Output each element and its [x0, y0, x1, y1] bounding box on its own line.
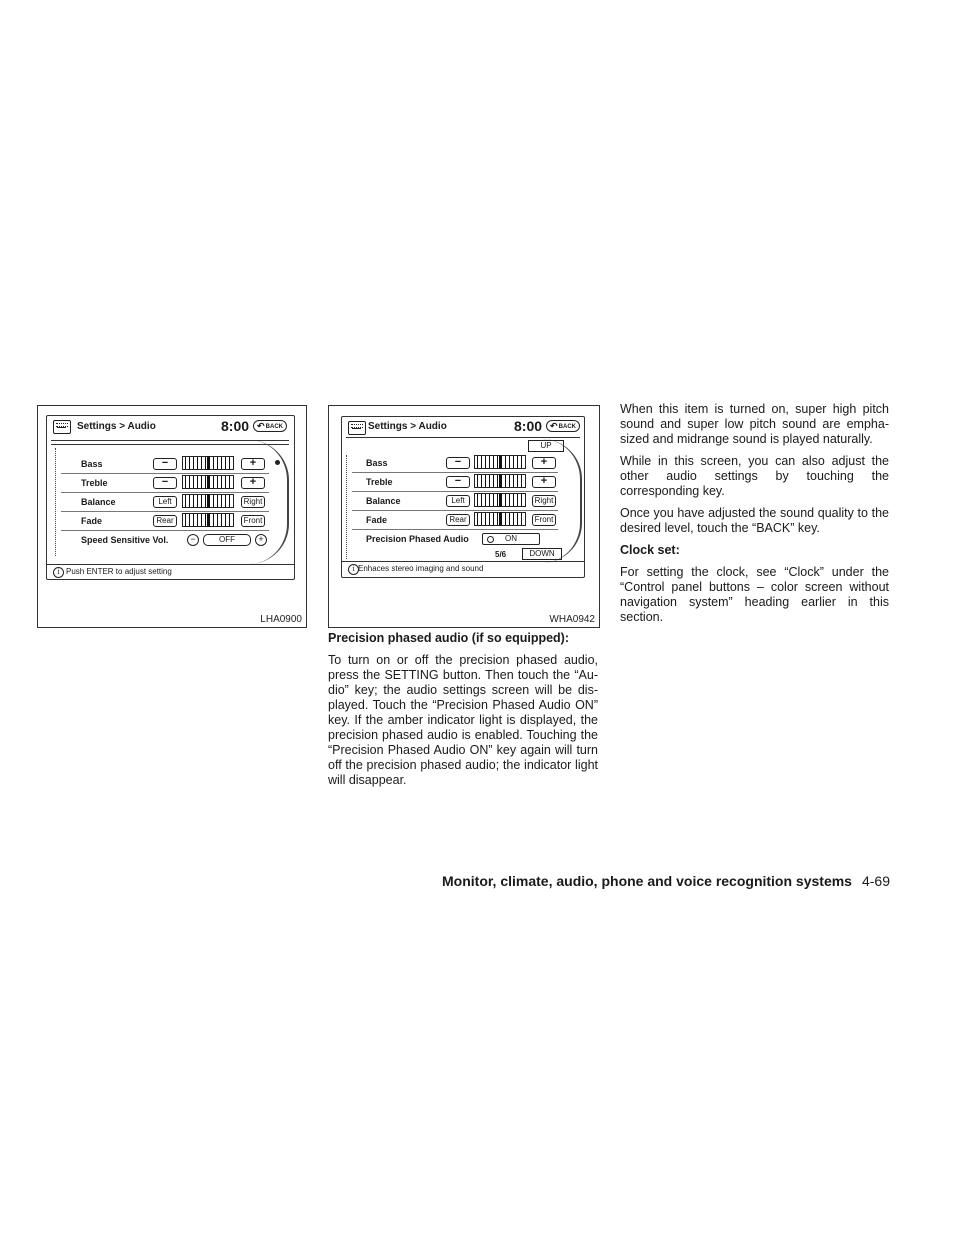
balance-label: Balance [81, 497, 116, 507]
amber-indicator-light [487, 536, 494, 543]
clock-display: 8:00 [221, 418, 250, 434]
fade-front-button[interactable]: Front [532, 514, 556, 526]
fade-row [352, 511, 558, 530]
clock-display: 8:00 [514, 418, 543, 434]
figure-code: WHA0942 [549, 614, 595, 625]
fade-level-meter[interactable] [474, 512, 526, 526]
balance-right-button[interactable]: Right [241, 496, 265, 508]
info-icon: i [53, 567, 64, 578]
figure-wha0942 [328, 405, 600, 628]
info-text: Push ENTER to adjust setting [66, 567, 172, 576]
fade-row [61, 512, 269, 531]
page-footer [442, 873, 890, 889]
breadcrumb: Settings > Audio [368, 421, 447, 432]
scroll-down-button[interactable]: DOWN [522, 548, 562, 560]
treble-plus-button[interactable]: + [532, 476, 556, 488]
bass-level-meter[interactable] [474, 455, 526, 469]
section-heading-clock-set: Clock set: [620, 543, 680, 557]
treble-row [61, 474, 269, 493]
screen-info-bar [47, 564, 294, 579]
balance-label: Balance [366, 496, 401, 506]
page-number: 4-69 [861, 873, 890, 889]
audio-settings-screen [46, 415, 295, 580]
treble-level-meter[interactable] [182, 475, 234, 489]
menu-icon[interactable] [348, 421, 366, 435]
scroll-track [55, 448, 60, 556]
treble-label: Treble [366, 477, 393, 487]
scroll-track [346, 455, 351, 559]
bass-label: Bass [81, 459, 103, 469]
treble-row [352, 473, 558, 492]
speed-vol-off-button[interactable]: OFF [203, 534, 251, 546]
fade-label: Fade [366, 515, 388, 525]
paragraph-clock-set: For setting the clock, see “Clock” under the “Control panel buttons – color screen without navigation system” heading earlier in this section. [620, 565, 889, 624]
audio-settings-screen [341, 416, 585, 578]
speed-vol-minus-button[interactable]: − [187, 534, 199, 546]
precision-phased-audio-row [352, 530, 558, 548]
bass-plus-button[interactable]: + [241, 458, 265, 470]
bass-minus-button[interactable]: − [153, 458, 177, 470]
fade-level-meter[interactable] [182, 513, 234, 527]
paragraph-other-settings: While in this screen, you can also adjust the other audio settings by touching the corresponding key. [620, 454, 889, 498]
figure-lha0900 [37, 405, 307, 628]
precision-phased-audio-on-label: ON [505, 534, 517, 543]
header-divider [346, 437, 580, 438]
info-icon: i [348, 564, 359, 575]
info-text: Enhaces stereo imaging and sound [358, 564, 484, 573]
speed-sensitive-vol-label: Speed Sensitive Vol. [81, 535, 169, 545]
treble-level-meter[interactable] [474, 474, 526, 488]
treble-minus-button[interactable]: − [446, 476, 470, 488]
bass-plus-button[interactable]: + [532, 457, 556, 469]
page-indicator: 5/6 [495, 550, 507, 559]
section-heading-precision-phased-audio: Precision phased audio (if so equipped): [328, 631, 569, 645]
scroll-up-button[interactable]: UP [528, 440, 564, 452]
screen-header [47, 416, 294, 440]
precision-phased-audio-on-button[interactable] [482, 533, 540, 545]
menu-icon[interactable] [53, 420, 71, 434]
bass-label: Bass [366, 458, 388, 468]
bass-level-meter[interactable] [182, 456, 234, 470]
figure-code: LHA0900 [260, 614, 302, 625]
balance-level-meter[interactable] [182, 494, 234, 508]
paragraph-precision-phased-audio: To turn on or off the precision phased audio, press the SETTING button. Then touch the “Au-dio” key; the audio settings screen will be dis-played. Touch the “Precision Phased Audio ON” key. If the amber indicator light is displayed, the precision phased audio is enabled. Touching the “Precision Phased Audio ON” key again will turn off the precision phased audio; the indicator light will disappear. [328, 653, 598, 787]
balance-row [352, 492, 558, 511]
paragraph-item-on: When this item is turned on, super high pitch sound and super low pitch sound are empha-sized and midrange sound is played naturally. [620, 402, 889, 446]
precision-phased-audio-label: Precision Phased Audio [366, 534, 469, 544]
bass-minus-button[interactable]: − [446, 457, 470, 469]
balance-left-button[interactable]: Left [153, 496, 177, 508]
breadcrumb: Settings > Audio [77, 421, 156, 432]
back-button[interactable]: ↶ BACK [253, 420, 287, 432]
bass-row [352, 454, 558, 473]
fade-rear-button[interactable]: Rear [446, 514, 470, 526]
screen-info-bar [342, 561, 584, 576]
column-precision-phased-audio [328, 631, 598, 795]
balance-level-meter[interactable] [474, 493, 526, 507]
back-button[interactable]: ↶ BACK [546, 420, 580, 432]
balance-left-button[interactable]: Left [446, 495, 470, 507]
paragraph-back-key: Once you have adjusted the sound quality to the desired level, touch the “BACK” key. [620, 506, 889, 535]
balance-right-button[interactable]: Right [532, 495, 556, 507]
scroll-position-indicator[interactable] [275, 460, 280, 465]
speed-vol-plus-button[interactable]: + [255, 534, 267, 546]
bass-row [61, 455, 269, 474]
treble-plus-button[interactable]: + [241, 477, 265, 489]
column-right [620, 402, 889, 632]
fade-label: Fade [81, 516, 103, 526]
section-title: Monitor, climate, audio, phone and voice recognition systems [442, 873, 852, 889]
speed-sensitive-vol-row [61, 531, 269, 549]
treble-minus-button[interactable]: − [153, 477, 177, 489]
fade-rear-button[interactable]: Rear [153, 515, 177, 527]
fade-front-button[interactable]: Front [241, 515, 265, 527]
treble-label: Treble [81, 478, 108, 488]
balance-row [61, 493, 269, 512]
